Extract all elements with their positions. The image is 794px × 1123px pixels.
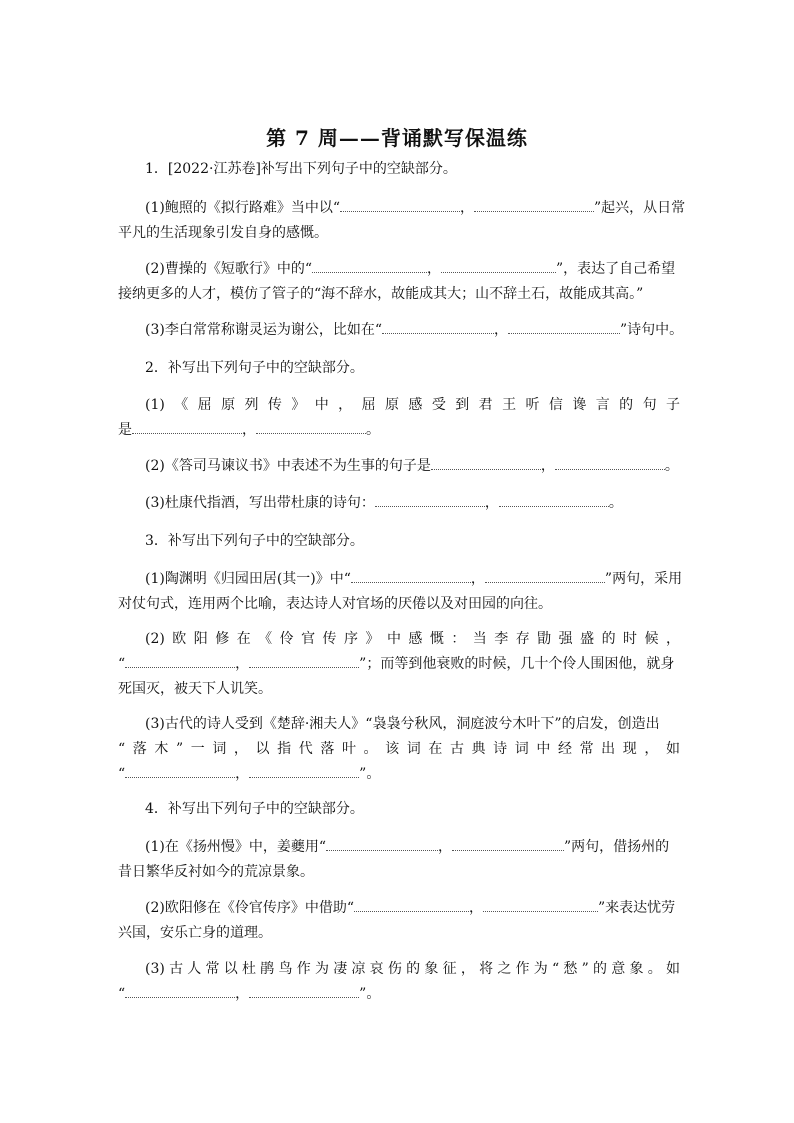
answer-blank[interactable] [125,985,235,998]
answer-blank[interactable] [375,494,485,507]
question-1-item-1: (1)鲍照的《拟行路难》当中以“ ， ”起兴，从日常 平凡的生活现象引发自身的感慨。 [118,200,686,241]
answer-blank[interactable] [326,838,438,851]
answer-blank[interactable] [555,457,665,470]
answer-blank[interactable] [249,765,359,778]
answer-blank[interactable] [382,321,494,334]
answer-blank[interactable] [132,421,242,434]
question-3-item-3: (3)古代的诗人受到《楚辞·湘夫人》“袅袅兮秋风，洞庭波兮木叶下”的启发，创造出 “落木”一词，以指代落叶。该词在古典诗词中经常出现，如 “ ， ”。 [118,716,680,782]
question-2-item-1: (1)《屈原列传》中，屈原感受到君王听信谗言的句子 是 ， 。 [118,397,680,438]
question-4-item-3: (3)古人常以杜鹃鸟作为凄凉哀伤的象征，将之作为“愁”的意象。如 “ ， ”。 [118,961,680,1002]
question-4-heading: 4．补写出下列句子中的空缺部分。 [145,801,364,817]
answer-blank[interactable] [249,985,359,998]
question-4-item-1: (1)在《扬州慢》中，姜夔用“ ， ”两句，借扬州的 昔日繁华反衬如今的荒凉景象。 [118,839,670,880]
answer-blank[interactable] [340,199,460,212]
answer-blank[interactable] [256,421,366,434]
answer-blank[interactable] [312,260,427,273]
answer-blank[interactable] [125,655,235,668]
question-1-item-2: (2)曹操的《短歌行》中的“ ， ”，表达了自己希望 接纳更多的人才，模仿了管子的“海不辞水，故能成其大；山不辞土石，故能成其高。” [118,261,676,302]
answer-blank[interactable] [508,321,620,334]
question-1-item-3: (3)李白常常称谢灵运为谢公，比如在“ ， ”诗句中。 [145,322,684,338]
question-3-heading: 3．补写出下列句子中的空缺部分。 [145,533,364,549]
question-4-item-2: (2)欧阳修在《伶官传序》中借助“ ， ”来表达忧劳 兴国，安乐亡身的道理。 [118,900,676,941]
question-3-item-1: (1)陶渊明《归园田居(其一)》中“ ， ”两句，采用 对仗句式，连用两个比喻，表达诗人对官场的厌倦以及对田园的向往。 [118,571,683,612]
question-2-item-2: (2)《答司马谏议书》中表述不为生事的句子是 ， 。 [145,458,679,474]
answer-blank[interactable] [474,199,594,212]
question-3-item-2: (2)欧阳修在《伶官传序》中感慨：当李存勖强盛的时候， “ ， ”；而等到他衰败的时候，几十个伶人围困他，就身 死国灭，被天下人讥笑。 [118,631,680,697]
answer-blank[interactable] [499,494,609,507]
question-2-item-3: (3)杜康代指酒，写出带杜康的诗句： ， 。 [145,495,623,511]
answer-blank[interactable] [441,260,556,273]
question-1-heading: 1．[2022·江苏卷]补写出下列句子中的空缺部分。 [145,161,457,177]
answer-blank[interactable] [431,457,541,470]
answer-blank[interactable] [351,570,471,583]
answer-blank[interactable] [125,765,235,778]
answer-blank[interactable] [485,570,605,583]
question-2-heading: 2．补写出下列句子中的空缺部分。 [145,360,364,376]
answer-blank[interactable] [249,655,359,668]
answer-blank[interactable] [483,899,598,912]
page-title: 第 7 周——背诵默写保温练 [266,126,528,150]
answer-blank[interactable] [452,838,564,851]
answer-blank[interactable] [354,899,469,912]
